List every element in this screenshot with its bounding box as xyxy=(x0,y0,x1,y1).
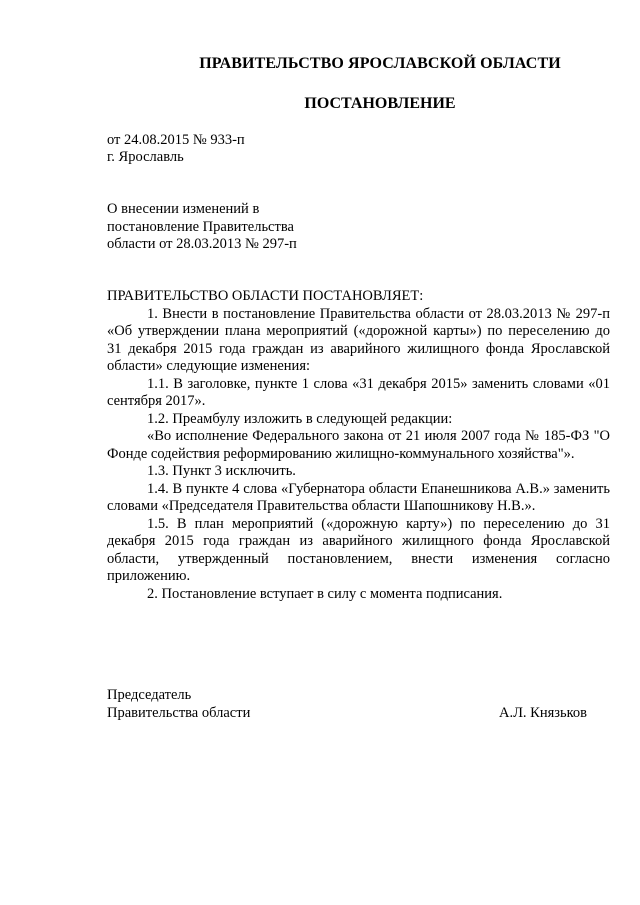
document-body xyxy=(107,288,610,603)
clause-1-4: 1.4. В пункте 4 слова «Губернатора области Епанешникова А.В.» заменить словами «Председателя Правительства области Шапошникову Н.В.». xyxy=(107,480,610,514)
clause-1-2-quote: «Во исполнение Федерального закона от 21 июля 2007 года № 185-ФЗ "О Фонде содействия реформированию жилищно-коммунального хозяйства"». xyxy=(107,428,610,462)
subject-line: области от 28.03.2013 № 297-п xyxy=(107,236,297,252)
clause-1-2: 1.2. Преамбулу изложить в следующей редакции: xyxy=(147,410,453,427)
signatory-position-line2: Правительства области xyxy=(107,705,251,721)
document-type-heading: ПОСТАНОВЛЕНИЕ xyxy=(304,95,456,112)
signature-row xyxy=(107,704,587,722)
clause-1-1: 1.1. В заголовке, пункте 1 слова «31 декабря 2015» заменить словами «01 сентября 2017». xyxy=(107,375,610,409)
resolution-lead: ПРАВИТЕЛЬСТВО ОБЛАСТИ ПОСТАНОВЛЯЕТ: xyxy=(107,288,424,304)
document-city: г. Ярославль xyxy=(107,149,184,165)
clause-2: 2. Постановление вступает в силу с момента подписания. xyxy=(147,585,503,602)
document-subject xyxy=(107,201,297,254)
subject-line: О внесении изменений в xyxy=(107,201,260,217)
document-date-number: от 24.08.2015 № 933-п xyxy=(107,132,245,148)
signatory-position-line1: Председатель xyxy=(107,687,192,703)
clause-1: 1. Внести в постановление Правительства области от 28.03.2013 № 297-п «Об утверждении плана мероприятий («дорожной карты») по переселению до 31 декабря 2015 года граждан из аварийного жилищного фонда Ярославской области» следующие изменения: xyxy=(107,305,610,374)
clause-1-5: 1.5. В план мероприятий («дорожную карту») по переселению до 31 декабря 2015 года граждан из аварийного жилищного фонда Ярославской области, утвержденный постановлением, внести изменения согласно приложению. xyxy=(107,515,610,584)
subject-line: постановление Правительства xyxy=(107,218,294,235)
clause-1-3: 1.3. Пункт 3 исключить. xyxy=(147,463,296,479)
signatory-name: А.Л. Князьков xyxy=(498,705,587,721)
signature-block xyxy=(107,686,587,722)
issuing-authority-title: ПРАВИТЕЛЬСТВО ЯРОСЛАВСКОЙ ОБЛАСТИ xyxy=(199,55,561,72)
